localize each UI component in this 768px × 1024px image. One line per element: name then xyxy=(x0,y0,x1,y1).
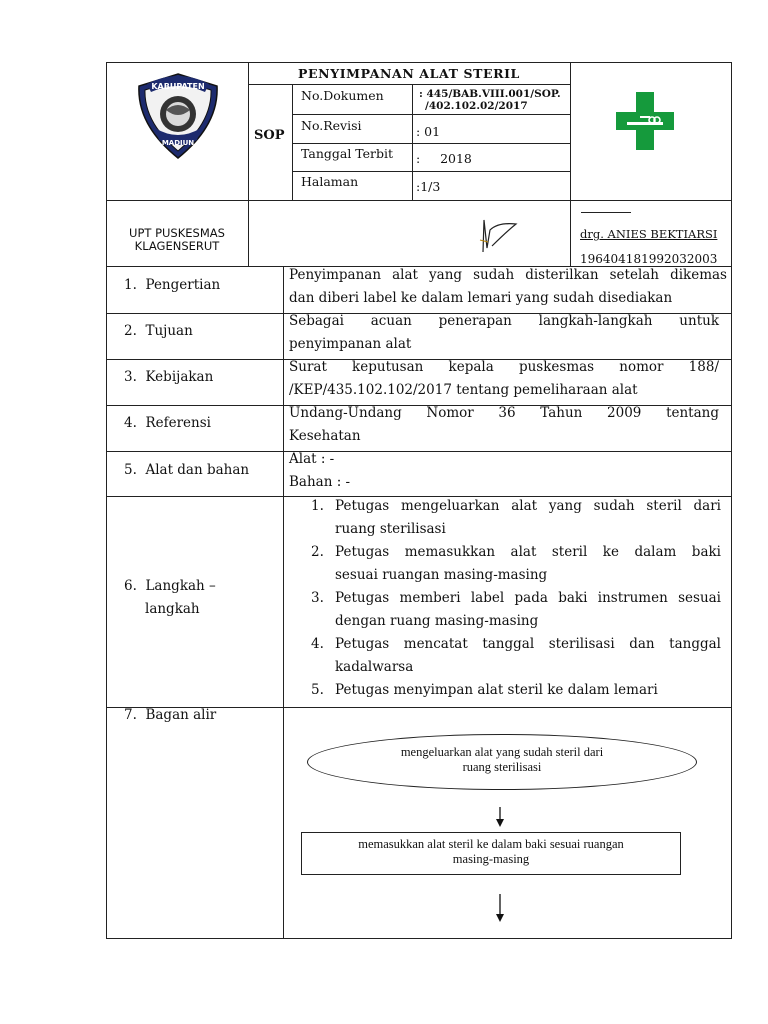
flow-arrow-1 xyxy=(493,806,507,828)
section-text-alat: Alat : - xyxy=(289,451,335,467)
section-label-bagan-alir: 7. Bagan alir xyxy=(124,707,217,723)
section-label-referensi: 4. Referensi xyxy=(124,415,211,431)
step-number: 3. xyxy=(311,590,324,606)
svg-text:KABUPATEN: KABUPATEN xyxy=(151,82,205,91)
org-name-line2: KLAGENSERUT xyxy=(134,239,220,253)
step-text-line2: ruang sterilisasi xyxy=(335,521,446,537)
flow-box-text-2: masing-masing xyxy=(452,852,530,866)
step-item-4 xyxy=(311,633,721,679)
step-text-line1: Petugas mengeluarkan alat yang sudah steril dari xyxy=(335,498,721,514)
section-label-langkah-2: langkah xyxy=(145,601,200,617)
step-number: 1. xyxy=(311,498,324,514)
section-label-kebijakan: 3. Kebijakan xyxy=(124,369,214,385)
org-name-line1: UPT PUSKESMAS xyxy=(129,226,225,240)
step-item-3 xyxy=(311,587,721,633)
signature-scribble xyxy=(476,212,522,254)
label-no-revisi: No.Revisi xyxy=(301,118,362,133)
section-label-langkah-1: 6. Langkah – xyxy=(124,578,216,594)
step-item-2 xyxy=(311,541,721,587)
step-text-line1: Petugas menyimpan alat steril ke dalam lemari xyxy=(335,682,658,698)
signature-underline xyxy=(581,212,631,213)
value-no-dokumen-cont: /402.102.02/2017 xyxy=(425,100,528,112)
step-item-1 xyxy=(311,495,721,541)
step-item-5 xyxy=(311,679,721,702)
kabupaten-madiun-logo xyxy=(133,70,223,160)
section-text-pengertian-2: dan diberi label ke dalam lemari yang sudah disediakan xyxy=(289,290,673,306)
section-text-kebijakan-1: Surat keputusan kepala puskesmas nomor 188/ xyxy=(289,359,719,375)
step-number: 5. xyxy=(311,682,324,698)
value-halaman: :1/3 xyxy=(416,179,441,194)
label-no-dokumen: No.Dokumen xyxy=(301,88,384,103)
step-number: 4. xyxy=(311,636,324,652)
document-title: PENYIMPANAN ALAT STERIL xyxy=(298,66,520,81)
step-text-line2: sesuai ruangan masing-masing xyxy=(335,567,548,583)
flow-ellipse-text-2: ruang sterilisasi xyxy=(462,760,542,774)
label-halaman: Halaman xyxy=(301,174,359,189)
step-text-line1: Petugas memberi label pada baki instrumen sesuai xyxy=(335,590,721,606)
step-text-line2: kadalwarsa xyxy=(335,659,414,675)
step-text-line2: dengan ruang masing-masing xyxy=(335,613,539,629)
value-no-dokumen: : 445/BAB.VIII.001/SOP. xyxy=(419,88,561,100)
label-tanggal-terbit: Tanggal Terbit xyxy=(301,146,394,161)
section-text-bahan: Bahan : - xyxy=(289,474,351,490)
flow-ellipse-text-1: mengeluarkan alat yang sudah steril dari xyxy=(400,745,604,759)
flow-arrow-2 xyxy=(493,893,507,923)
section-label-alat-bahan: 5. Alat dan bahan xyxy=(124,462,250,478)
svg-text:MADIUN: MADIUN xyxy=(161,139,195,147)
flow-box-text-1: memasukkan alat steril ke dalam baki sesuai ruangan xyxy=(358,837,624,851)
value-no-revisi: : 01 xyxy=(416,124,441,139)
section-text-tujuan-1: Sebagai acuan penerapan langkah-langkah untuk xyxy=(289,313,719,329)
step-text-line1: Petugas mencatat tanggal sterilisasi dan tanggal xyxy=(335,636,721,652)
value-tanggal-terbit: : 2018 xyxy=(416,151,472,166)
section-text-referensi-1: Undang-Undang Nomor 36 Tahun 2009 tentang xyxy=(289,405,719,421)
signatory-name: drg. ANIES BEKTIARSI xyxy=(580,227,718,241)
step-number: 2. xyxy=(311,544,324,560)
section-text-tujuan-2: penyimpanan alat xyxy=(289,336,412,352)
sop-label: SOP xyxy=(254,128,285,143)
section-text-referensi-2: Kesehatan xyxy=(289,428,361,444)
section-label-tujuan: 2. Tujuan xyxy=(124,323,193,339)
step-text-line1: Petugas memasukkan alat steril ke dalam baki xyxy=(335,544,721,560)
section-text-kebijakan-2: /KEP/435.102.102/2017 tentang pemeliharaan alat xyxy=(289,382,638,398)
section-text-pengertian-1: Penyimpanan alat yang sudah disterilkan setelah dikemas xyxy=(289,267,727,283)
section-label-pengertian: 1. Pengertian xyxy=(124,277,221,293)
puskesmas-logo xyxy=(614,90,676,152)
signatory-nip: 196404181992032003 xyxy=(580,252,718,266)
